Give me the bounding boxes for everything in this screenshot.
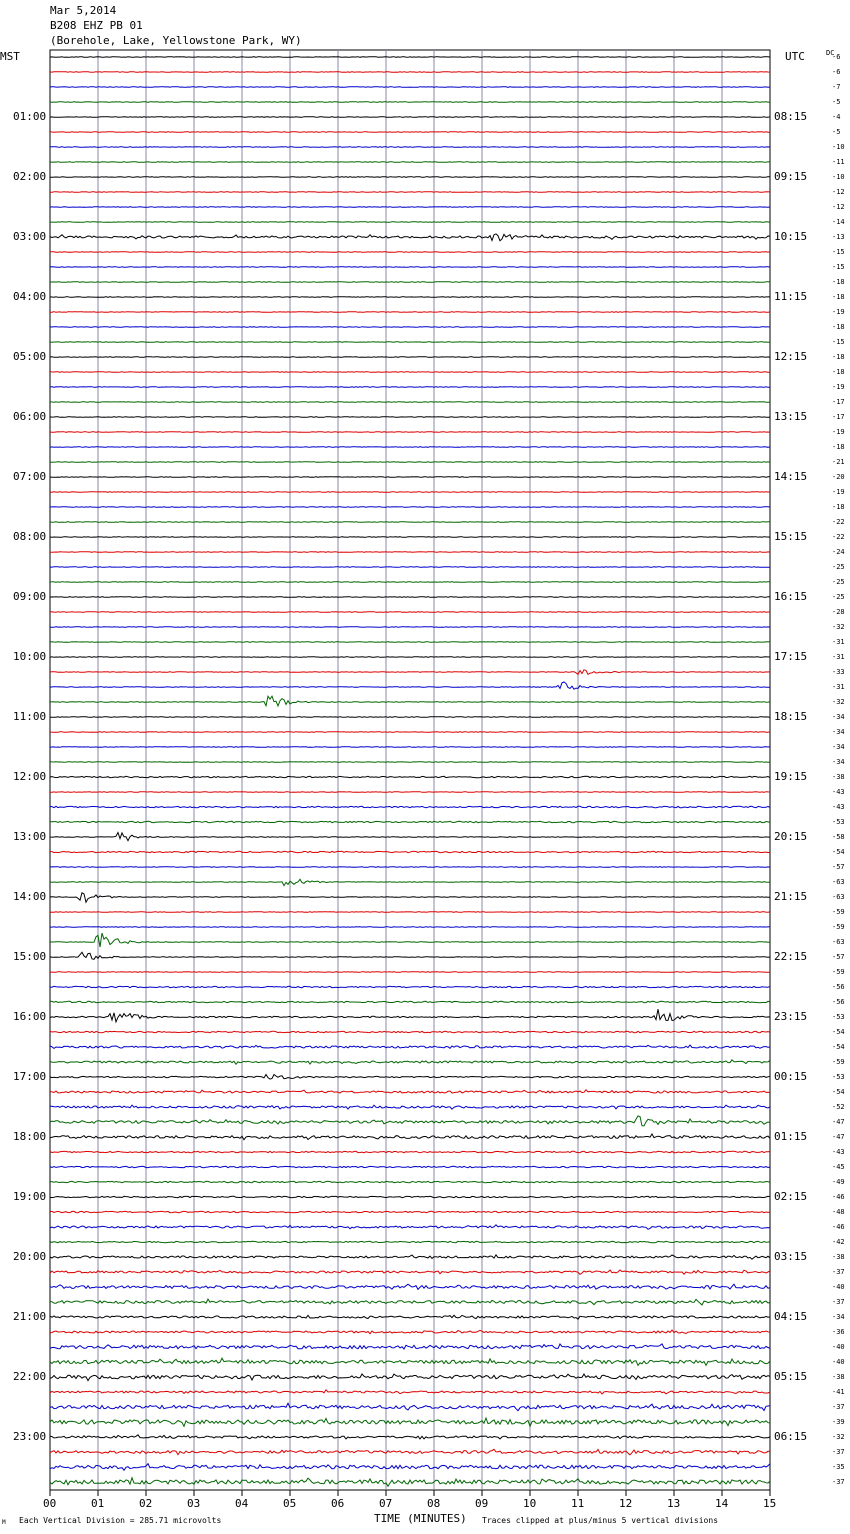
hour-label-mst: 20:00 [13, 1250, 47, 1263]
dc-offset-value: -39 [832, 1418, 845, 1426]
trace-67 [50, 1045, 770, 1048]
x-tick-label: 13 [667, 1497, 681, 1510]
dc-offset-value: -35 [832, 1463, 845, 1471]
dc-offset-value: -59 [832, 908, 845, 916]
hour-label-mst: 02:00 [13, 170, 47, 183]
dc-offset-value: -40 [832, 1283, 845, 1291]
hour-label-mst: 23:00 [13, 1430, 47, 1443]
trace-55 [50, 867, 770, 868]
dc-offset-value: -15 [832, 248, 845, 256]
trace-84 [50, 1299, 770, 1305]
dc-offset-value: -52 [832, 1103, 845, 1111]
dc-offset-value: -59 [832, 968, 845, 976]
dc-offset-value: -37 [832, 1448, 845, 1456]
dc-offset-value: -63 [832, 938, 845, 946]
trace-36 [50, 582, 770, 583]
dc-offset-value: -45 [832, 1163, 845, 1171]
dc-offset-value: -54 [832, 1028, 845, 1036]
dc-offset-value: -13 [832, 233, 845, 241]
dc-offset-value: -57 [832, 953, 845, 961]
dc-offset-value: -19 [832, 383, 845, 391]
dc-offset-value: -18 [832, 323, 845, 331]
x-tick-label: 03 [187, 1497, 201, 1510]
trace-6 [50, 132, 770, 133]
dc-offset-value: -54 [832, 1088, 845, 1096]
trace-19 [50, 327, 770, 328]
left-timezone: MST [0, 50, 20, 63]
trace-20 [50, 342, 770, 343]
dc-offset-value: -41 [832, 1388, 845, 1396]
dc-offset-value: -17 [832, 413, 845, 421]
hour-label-utc: 16:15 [774, 590, 808, 603]
x-tick-label: 02 [139, 1497, 153, 1510]
trace-73 [50, 1134, 770, 1140]
hour-label-utc: 12:15 [774, 350, 808, 363]
dc-offset-value: -12 [832, 203, 845, 211]
trace-49 [50, 776, 770, 777]
vertical-division-note: Each Vertical Division = 285.71 microvolts [19, 1516, 222, 1525]
trace-91 [50, 1403, 770, 1411]
trace-53 [50, 833, 770, 841]
dc-offset-value: -59 [832, 1058, 845, 1066]
dc-offset-value: -22 [832, 533, 845, 541]
trace-21 [50, 357, 770, 358]
hour-label-utc: 00:15 [774, 1070, 808, 1083]
dc-offset-value: -31 [832, 653, 845, 661]
trace-28 [50, 462, 770, 463]
hour-label-utc: 18:15 [774, 710, 808, 723]
dc-offset-value: -47 [832, 1118, 845, 1126]
hour-label-mst: 10:00 [13, 650, 47, 663]
trace-5 [50, 117, 770, 118]
hour-label-utc: 10:15 [774, 230, 808, 243]
trace-16 [50, 282, 770, 283]
trace-31 [50, 507, 770, 508]
trace-63 [50, 986, 770, 987]
trace-10 [50, 192, 770, 193]
dc-offset-value: -19 [832, 488, 845, 496]
dc-offset-value: -15 [832, 338, 845, 346]
dc-offset-value: -10 [832, 143, 845, 151]
trace-45 [50, 717, 770, 718]
trace-14 [50, 252, 770, 253]
dc-offset-value: -31 [832, 638, 845, 646]
dc-offset-value: -37 [832, 1403, 845, 1411]
dc-offset-value: -59 [832, 923, 845, 931]
trace-87 [50, 1344, 770, 1349]
dc-offset-value: -63 [832, 878, 845, 886]
dc-offset-value: -54 [832, 1043, 845, 1051]
trace-83 [50, 1284, 770, 1289]
trace-1 [50, 57, 770, 58]
hour-label-mst: 17:00 [13, 1070, 47, 1083]
hour-label-mst: 16:00 [13, 1010, 47, 1023]
hour-label-utc: 03:15 [774, 1250, 808, 1263]
trace-46 [50, 732, 770, 733]
hour-label-mst: 01:00 [13, 110, 47, 123]
dc-offset-value: -18 [832, 278, 845, 286]
hour-label-mst: 04:00 [13, 290, 47, 303]
hour-label-utc: 14:15 [774, 470, 808, 483]
dc-offset-value: -53 [832, 1073, 845, 1081]
trace-48 [50, 762, 770, 763]
dc-offset-value: -21 [832, 458, 845, 466]
trace-72 [50, 1116, 770, 1126]
dc-offset-value: -19 [832, 428, 845, 436]
dc-offset-value: -34 [832, 1313, 845, 1321]
trace-75 [50, 1166, 770, 1167]
dc-label: DC [826, 49, 835, 57]
dc-offset-value: -34 [832, 713, 845, 721]
dc-offset-value: -38 [832, 1373, 845, 1381]
trace-59 [50, 927, 770, 928]
trace-85 [50, 1315, 770, 1319]
trace-34 [50, 552, 770, 553]
hour-label-utc: 02:15 [774, 1190, 808, 1203]
hour-label-mst: 06:00 [13, 410, 47, 423]
dc-offset-value: -11 [832, 158, 845, 166]
hour-label-mst: 03:00 [13, 230, 47, 243]
hour-label-mst: 14:00 [13, 890, 47, 903]
trace-74 [50, 1151, 770, 1152]
dc-offset-value: -56 [832, 998, 845, 1006]
hour-label-utc: 09:15 [774, 170, 808, 183]
hour-label-mst: 05:00 [13, 350, 47, 363]
dc-offset-value: -46 [832, 1223, 845, 1231]
trace-81 [50, 1255, 770, 1259]
dc-offset-value: -37 [832, 1268, 845, 1276]
hour-label-utc: 05:15 [774, 1370, 808, 1383]
trace-76 [50, 1181, 770, 1182]
trace-33 [50, 537, 770, 538]
trace-37 [50, 597, 770, 598]
trace-64 [50, 1001, 770, 1002]
trace-77 [50, 1196, 770, 1197]
x-tick-label: 15 [763, 1497, 777, 1510]
dc-offset-value: -28 [832, 608, 845, 616]
trace-8 [50, 162, 770, 163]
hour-label-utc: 01:15 [774, 1130, 808, 1143]
dc-offset-value: -46 [832, 1193, 845, 1201]
hour-label-mst: 19:00 [13, 1190, 47, 1203]
dc-offset-value: -33 [832, 668, 845, 676]
clip-note: Traces clipped at plus/minus 5 vertical divisions [482, 1516, 719, 1525]
hour-label-mst: 08:00 [13, 530, 47, 543]
trace-95 [50, 1464, 770, 1471]
right-timezone: UTC [785, 50, 805, 63]
hour-label-utc: 11:15 [774, 290, 808, 303]
hour-label-mst: 07:00 [13, 470, 47, 483]
dc-offset-value: -31 [832, 683, 845, 691]
hour-label-utc: 23:15 [774, 1010, 808, 1023]
trace-71 [50, 1105, 770, 1109]
dc-offset-value: -43 [832, 1148, 845, 1156]
plot-frame [50, 50, 770, 1490]
trace-22 [50, 372, 770, 373]
x-tick-label: 07 [379, 1497, 393, 1510]
hour-label-utc: 22:15 [774, 950, 808, 963]
hour-label-mst: 18:00 [13, 1130, 47, 1143]
trace-43 [50, 682, 770, 689]
trace-82 [50, 1270, 770, 1274]
trace-9 [50, 177, 770, 178]
trace-26 [50, 432, 770, 433]
hour-label-utc: 20:15 [774, 830, 808, 843]
dc-offset-value: -53 [832, 1013, 845, 1021]
dc-offset-value: -15 [832, 263, 845, 271]
trace-61 [50, 952, 770, 959]
trace-80 [50, 1241, 770, 1242]
dc-offset-value: -54 [832, 848, 845, 856]
trace-25 [50, 417, 770, 418]
hour-label-utc: 13:15 [774, 410, 808, 423]
trace-58 [50, 912, 770, 913]
dc-offset-value: -34 [832, 728, 845, 736]
station-id: B208 EHZ PB 01 [50, 19, 143, 32]
corner-mark: M [2, 1519, 6, 1526]
dc-offset-value: -58 [832, 833, 845, 841]
trace-12 [50, 222, 770, 223]
trace-30 [50, 492, 770, 493]
hour-label-mst: 21:00 [13, 1310, 47, 1323]
x-tick-label: 09 [475, 1497, 489, 1510]
x-axis-label: TIME (MINUTES) [374, 1512, 467, 1525]
hour-label-utc: 19:15 [774, 770, 808, 783]
dc-offset-value: -6 [832, 53, 841, 61]
trace-51 [50, 806, 770, 807]
hour-label-utc: 04:15 [774, 1310, 808, 1323]
trace-11 [50, 207, 770, 208]
trace-2 [50, 72, 770, 73]
trace-89 [50, 1374, 770, 1381]
dc-offset-value: -25 [832, 563, 845, 571]
trace-23 [50, 387, 770, 388]
dc-offset-value: -57 [832, 863, 845, 871]
dc-offset-value: -18 [832, 353, 845, 361]
x-tick-label: 04 [235, 1497, 249, 1510]
trace-54 [50, 851, 770, 852]
station-location: (Borehole, Lake, Yellowstone Park, WY) [50, 34, 302, 47]
trace-3 [50, 87, 770, 88]
x-tick-label: 01 [91, 1497, 105, 1510]
dc-offset-value: -43 [832, 803, 845, 811]
dc-offset-value: -17 [832, 398, 845, 406]
dc-offset-value: -12 [832, 188, 845, 196]
trace-29 [50, 477, 770, 478]
trace-15 [50, 267, 770, 268]
trace-42 [50, 670, 770, 675]
dc-offset-value: -56 [832, 983, 845, 991]
trace-65 [50, 1009, 770, 1022]
trace-4 [50, 102, 770, 103]
trace-39 [50, 627, 770, 628]
trace-93 [50, 1435, 770, 1439]
hour-label-mst: 15:00 [13, 950, 47, 963]
trace-78 [50, 1211, 770, 1212]
dc-offset-value: -18 [832, 503, 845, 511]
trace-66 [50, 1031, 770, 1032]
dc-offset-value: -20 [832, 473, 845, 481]
dc-offset-value: -42 [832, 1238, 845, 1246]
dc-offset-value: -18 [832, 368, 845, 376]
dc-offset-value: -34 [832, 743, 845, 751]
dc-offset-value: -19 [832, 308, 845, 316]
trace-52 [50, 821, 770, 822]
trace-90 [50, 1390, 770, 1394]
dc-offset-value: -4 [832, 113, 841, 121]
trace-24 [50, 402, 770, 403]
record-date: Mar 5,2014 [50, 4, 117, 17]
dc-offset-value: -47 [832, 1133, 845, 1141]
dc-offset-value: -25 [832, 593, 845, 601]
trace-92 [50, 1418, 770, 1427]
dc-offset-value: -49 [832, 1178, 845, 1186]
hour-label-mst: 12:00 [13, 770, 47, 783]
dc-offset-value: -40 [832, 1358, 845, 1366]
trace-27 [50, 447, 770, 448]
hour-label-mst: 11:00 [13, 710, 47, 723]
trace-47 [50, 747, 770, 748]
hour-label-mst: 22:00 [13, 1370, 47, 1383]
x-tick-label: 12 [619, 1497, 633, 1510]
dc-offset-value: -36 [832, 1328, 845, 1336]
dc-offset-value: -14 [832, 218, 845, 226]
hour-label-utc: 15:15 [774, 530, 808, 543]
hour-label-mst: 09:00 [13, 590, 47, 603]
dc-offset-value: -22 [832, 518, 845, 526]
x-tick-label: 00 [43, 1497, 57, 1510]
hour-label-utc: 17:15 [774, 650, 808, 663]
trace-70 [50, 1090, 770, 1093]
trace-7 [50, 147, 770, 148]
trace-88 [50, 1358, 770, 1365]
x-tick-label: 06 [331, 1497, 345, 1510]
trace-17 [50, 297, 770, 298]
trace-62 [50, 972, 770, 973]
trace-13 [50, 234, 770, 241]
x-tick-label: 14 [715, 1497, 729, 1510]
trace-40 [50, 642, 770, 643]
trace-79 [50, 1225, 770, 1230]
trace-41 [50, 657, 770, 658]
dc-offset-value: -32 [832, 698, 845, 706]
x-tick-label: 10 [523, 1497, 537, 1510]
x-tick-label: 11 [571, 1497, 585, 1510]
x-tick-label: 05 [283, 1497, 297, 1510]
trace-69 [50, 1075, 770, 1080]
hour-label-utc: 21:15 [774, 890, 808, 903]
dc-offset-value: -32 [832, 623, 845, 631]
trace-68 [50, 1060, 770, 1065]
dc-offset-value: -37 [832, 1478, 845, 1486]
hour-label-utc: 08:15 [774, 110, 808, 123]
trace-94 [50, 1449, 770, 1455]
trace-32 [50, 522, 770, 523]
trace-86 [50, 1330, 770, 1334]
dc-offset-value: -34 [832, 758, 845, 766]
dc-offset-value: -53 [832, 818, 845, 826]
dc-offset-value: -25 [832, 578, 845, 586]
trace-57 [50, 893, 770, 902]
trace-50 [50, 792, 770, 793]
hour-label-mst: 13:00 [13, 830, 47, 843]
dc-offset-value: -43 [832, 788, 845, 796]
dc-offset-value: -48 [832, 1208, 845, 1216]
dc-offset-value: -40 [832, 1343, 845, 1351]
dc-offset-value: -18 [832, 293, 845, 301]
dc-offset-value: -37 [832, 1298, 845, 1306]
dc-offset-value: -5 [832, 128, 841, 136]
trace-56 [50, 879, 770, 885]
dc-offset-value: -7 [832, 83, 841, 91]
trace-18 [50, 312, 770, 313]
dc-offset-value: -10 [832, 173, 845, 181]
dc-offset-value: -63 [832, 893, 845, 901]
dc-offset-value: -18 [832, 443, 845, 451]
dc-offset-value: -24 [832, 548, 845, 556]
trace-96 [50, 1478, 770, 1487]
dc-offset-value: -6 [832, 68, 841, 76]
dc-offset-value: -32 [832, 1433, 845, 1441]
trace-60 [50, 933, 770, 947]
dc-offset-value: -38 [832, 773, 845, 781]
trace-35 [50, 567, 770, 568]
hour-label-utc: 06:15 [774, 1430, 808, 1443]
dc-offset-value: -38 [832, 1253, 845, 1261]
trace-38 [50, 612, 770, 613]
trace-44 [50, 696, 770, 706]
dc-offset-value: -5 [832, 98, 841, 106]
x-tick-label: 08 [427, 1497, 441, 1510]
